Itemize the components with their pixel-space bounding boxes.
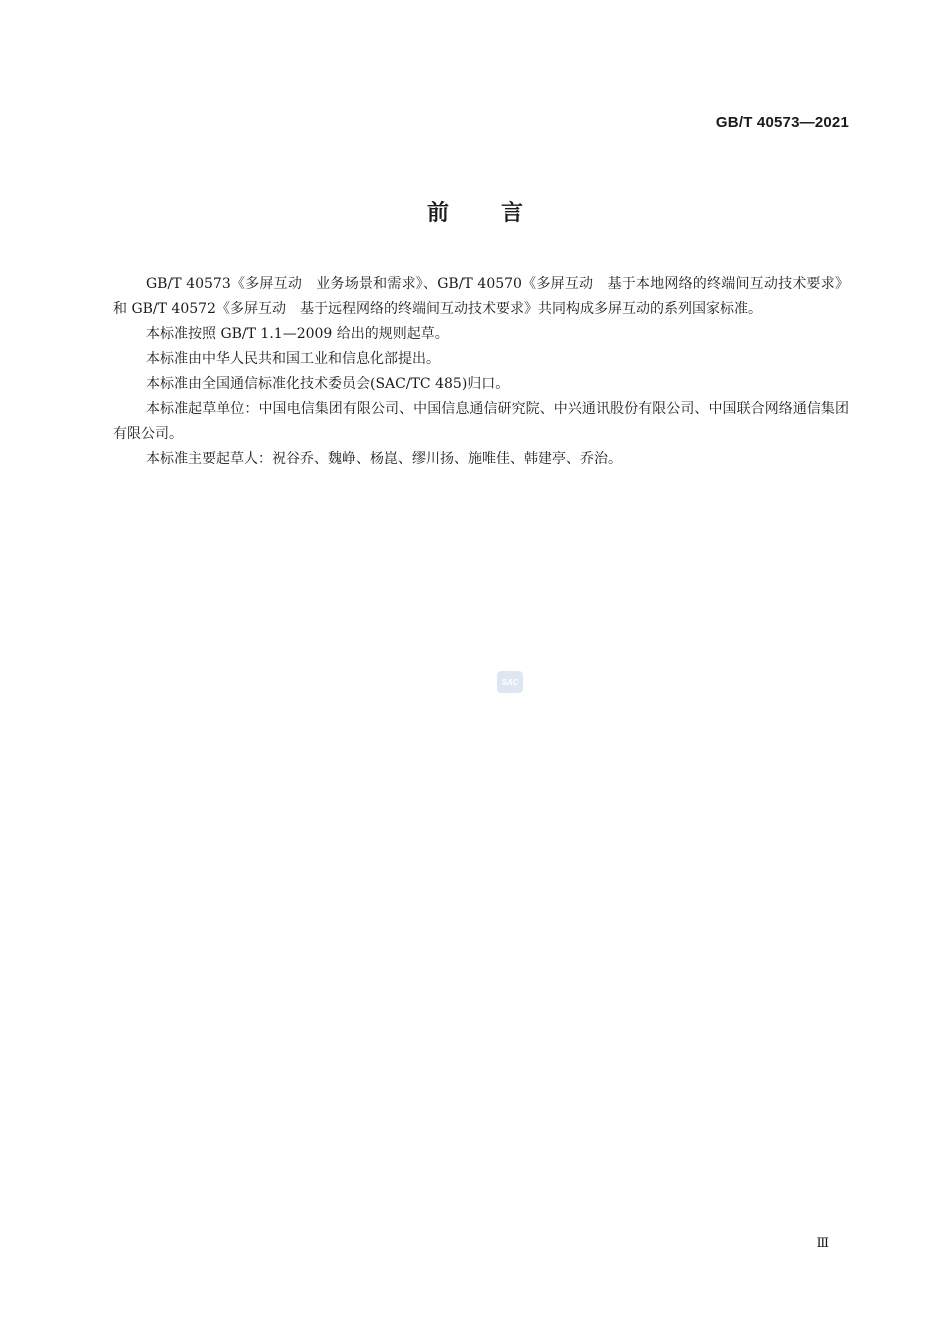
sac-logo-icon (500, 677, 520, 687)
standard-number: GB/T 40573—2021 (715, 114, 849, 131)
paragraph-series-standards: GB/T 40573《多屏互动 业务场景和需求》、GB/T 40570《多屏互动 基于本地网络的终端间互动技术要求》和 GB/T 40572《多屏互动 基于远程网络的终端间互动技术要求》共同构成多屏互动的系列国家标准。 (113, 276, 849, 317)
paragraph-drafters: 本标准主要起草人：祝谷乔、魏峥、杨崑、缪川扬、施唯佳、韩建亭、乔治。 (146, 451, 622, 467)
paragraph-drafting-rules: 本标准按照 GB/T 1.1—2009 给出的规则起草。 (146, 326, 449, 342)
page-number: Ⅲ (816, 1236, 829, 1251)
sac-watermark-logo (497, 671, 523, 693)
page-title (0, 196, 950, 227)
paragraph-centralized-by: 本标准由全国通信标准化技术委员会(SAC/TC 485)归口。 (146, 376, 510, 392)
title-char-1: 前 (426, 201, 449, 226)
paragraph-proposer: 本标准由中华人民共和国工业和信息化部提出。 (146, 351, 440, 367)
title-char-2: 言 (501, 201, 524, 226)
paragraph-drafting-units: 本标准起草单位：中国电信集团有限公司、中国信息通信研究院、中兴通讯股份有限公司、中国联合网络通信集团有限公司。 (113, 401, 849, 442)
svg-text:SAC: SAC (501, 678, 519, 687)
foreword-body (113, 272, 849, 472)
